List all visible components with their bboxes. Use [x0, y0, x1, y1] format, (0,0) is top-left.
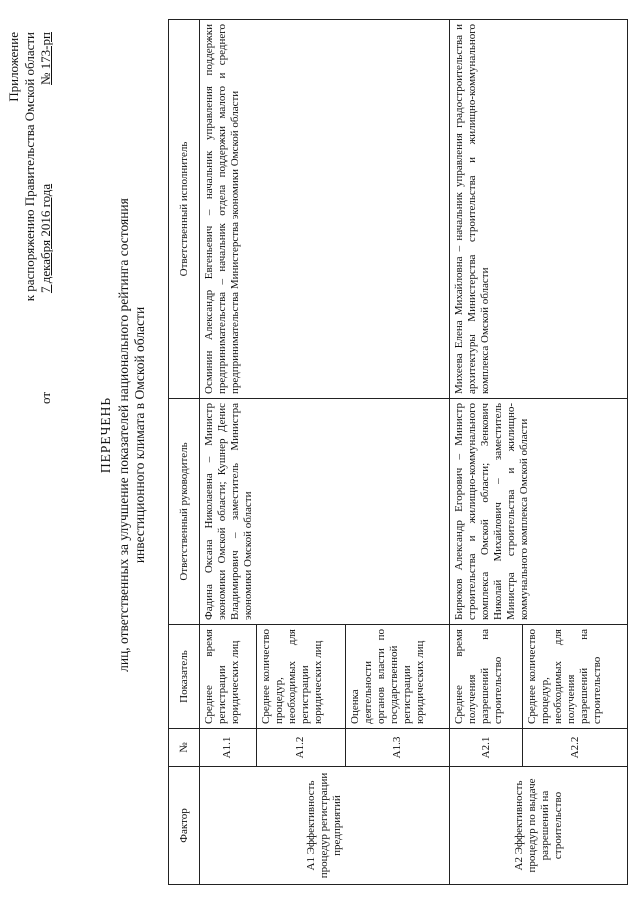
appendix-title: Приложение	[6, 32, 21, 102]
column-header-leader: Ответственный руководитель	[169, 399, 200, 625]
indicator-code: А2.1	[450, 729, 523, 767]
document-subtitle-line2: инвестиционного климата в Омской области	[132, 306, 147, 564]
indicator-cell: Среднее время регистрации юридических лиц	[200, 625, 257, 729]
appendix-from-label: от	[38, 391, 53, 404]
indicator-cell: Оценка деятельности органов власти по государственной регистрации юридических лиц	[345, 625, 450, 729]
responsibility-table	[168, 19, 628, 885]
appendix-date: 7 декабря 2016 года	[38, 183, 53, 294]
column-header-factor: Фактор	[169, 767, 200, 885]
indicator-code: А2.2	[523, 729, 628, 767]
indicator-cell: Среднее время получения разрешений на строительство	[450, 625, 523, 729]
factor-cell: А2 Эффективность процедур по выдаче разрешений на строительство	[450, 767, 628, 885]
leader-cell: Бирюков Александр Егорович – Министр строительства и жилищно-коммунального комплекса Омской области; Зенкович Николай Михайлович – заместитель Министра строительства и жилищно-коммунального комплекса Омской области	[450, 399, 628, 625]
indicator-cell: Среднее количество процедур, необходимых для получения разрешений на строительство	[523, 625, 628, 729]
executor-cell: Осминин Александр Евгеньевич – начальник управления поддержки предпринимательства – начальник отдела поддержки малого и среднего предпринимательства Министерства экономики Омской области	[200, 20, 450, 399]
factor-cell: А1 Эффективность процедур регистрации предприятий	[200, 767, 450, 885]
column-header-indicator: Показатель	[169, 625, 200, 729]
indicator-code: А1.3	[345, 729, 450, 767]
column-header-number: №	[169, 729, 200, 767]
indicator-code: А1.2	[256, 729, 345, 767]
table-header-row	[169, 20, 200, 885]
column-header-executor: Ответственный исполнитель	[169, 20, 200, 399]
appendix-number: № 173-рп	[38, 32, 53, 85]
indicator-cell: Среднее количество процедур, необходимых для регистрации юридических лиц	[256, 625, 345, 729]
indicator-code: А1.1	[200, 729, 257, 767]
appendix-date-row	[38, 32, 54, 452]
document-subtitle-line1: лиц, ответственных за улучшение показателей национального рейтинга состояния	[116, 198, 131, 672]
leader-cell: Фадина Оксана Николаевна – Министр экономики Омской области; Кушнер Денис Владимирович – заместитель Министра экономики Омской области	[200, 399, 450, 625]
appendix-decree-line: к распоряжению Правительства Омской области	[22, 32, 37, 302]
table-row	[450, 20, 523, 885]
table-row	[200, 20, 257, 885]
document-title: ПЕРЕЧЕНЬ	[98, 396, 113, 474]
appendix-block	[6, 32, 54, 452]
executor-cell: Михеева Елена Михайловна – начальник управления градостроительства и архитектуры Министерства строительства и жилищно-коммунального комплекса Омской области	[450, 20, 628, 399]
document-heading	[98, 125, 148, 745]
